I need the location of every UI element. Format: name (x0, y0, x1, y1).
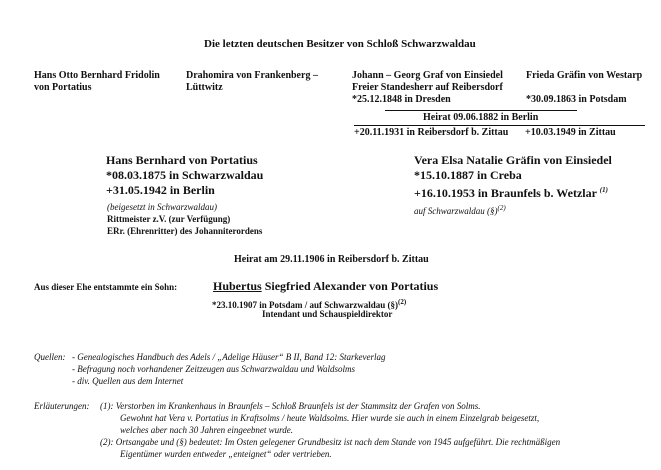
person-name: Vera Elsa Natalie Gräfin von Einsiedel (414, 153, 612, 167)
son-first-name: Hubertus (213, 279, 262, 293)
person-birth: *15.10.1887 in Creba (414, 168, 522, 182)
source-item: - Befragung noch vorhandener Zeitzeugen aus Schwarzwaldau und Waldsolms (72, 364, 355, 374)
estate-note: auf Schwarzwaldau (§)$^{(2)}$ (414, 204, 506, 216)
son-name (213, 279, 438, 293)
note-item: (1): Verstorben im Krankenhaus in Braunfels – Schloß Braunfels ist der Stammsitz der Grafen von Solms. (100, 401, 481, 411)
military-rank: Rittmeister z.V. (zur Verfügung) (107, 214, 231, 224)
ancestor-title: Freier Standesherr auf Reibersdorf (352, 82, 503, 93)
source-item: - div. Quellen aus dem Internet (72, 376, 184, 386)
ancestor-name: Frieda Gräfin von Westarp (526, 70, 643, 81)
order-membership: ERr. (Ehrenritter) des Johanniterordens (107, 226, 263, 236)
person-death: +31.05.1942 in Berlin (106, 183, 215, 197)
son-rest-name: Siegfried Alexander von Portatius (261, 279, 439, 293)
ancestor-name: Hans Otto Bernhard Fridolin (34, 70, 160, 81)
note-item: Eigentümer wurden entweder „enteignet“ oder vertrieben. (120, 449, 332, 459)
son-profession: Intendant und Schauspieldirektor (262, 309, 393, 319)
son-intro: Aus dieser Ehe entstammte ein Sohn: (34, 282, 178, 292)
ancestor-divider-line (354, 125, 645, 126)
ancestor-birth: *25.12.1848 in Dresden (352, 94, 451, 105)
ancestor-birth: *30.09.1863 in Potsdam (526, 94, 627, 105)
marriage-connector-line (385, 110, 577, 111)
ancestor-name: Lüttwitz (186, 82, 223, 93)
note-item: (2): Ortsangabe und (§) bedeutet: Im Osten gelegener Grundbesitz ist nach dem Stande von 1945 aufgeführt. Die rechtmäßigen (100, 437, 561, 447)
ancestor-death: +10.03.1949 in Zittau (525, 127, 616, 138)
person-name: Hans Bernhard von Portatius (106, 153, 258, 167)
sources-label: Quellen: (34, 352, 66, 362)
page-title: Die letzten deutschen Besitzer von Schloß Schwarzwaldau (204, 38, 476, 50)
son-birth: *23.10.1907 in Potsdam / auf Schwarzwaldau (§)$^{(2)}$ (212, 298, 407, 310)
note-item: welches aber nach 30 Jahren eingeebnet wurde. (120, 425, 294, 435)
footnote-ref: (2) (398, 298, 407, 306)
marriage-line: Heirat am 29.11.1906 in Reibersdorf b. Zittau (234, 254, 429, 265)
ancestor-death: +20.11.1931 in Reibersdorf b. Zittau (354, 127, 509, 138)
burial-note: (beigesetzt in Schwarzwaldau) (107, 202, 217, 212)
ancestor-name: von Portatius (34, 82, 92, 93)
ancestor-name: Johann – Georg Graf von Einsiedel (352, 70, 503, 81)
ancestor-marriage: Heirat 09.06.1882 in Berlin (423, 112, 539, 123)
ancestor-name: Drahomira von Frankenberg – (186, 70, 318, 81)
notes-label: Erläuterungen: (34, 401, 90, 411)
footnote-ref: (2) (497, 204, 506, 212)
person-birth: *08.03.1875 in Schwarzwaldau (106, 168, 264, 182)
source-item: - Genealogisches Handbuch des Adels / „Adelige Häuser“ B II, Band 12: Starkeverlag (72, 352, 386, 362)
footnote-ref: (1) (599, 186, 608, 194)
note-item: Gewohnt hat Vera v. Portatius in Kraftsolms / heute Waldsolms. Hier wurde sie auch in einem Einzelgrab beigesetzt, (120, 413, 540, 423)
person-death: +16.10.1953 in Braunfels b. Wetzlar $^{(1)}$ (414, 186, 608, 200)
